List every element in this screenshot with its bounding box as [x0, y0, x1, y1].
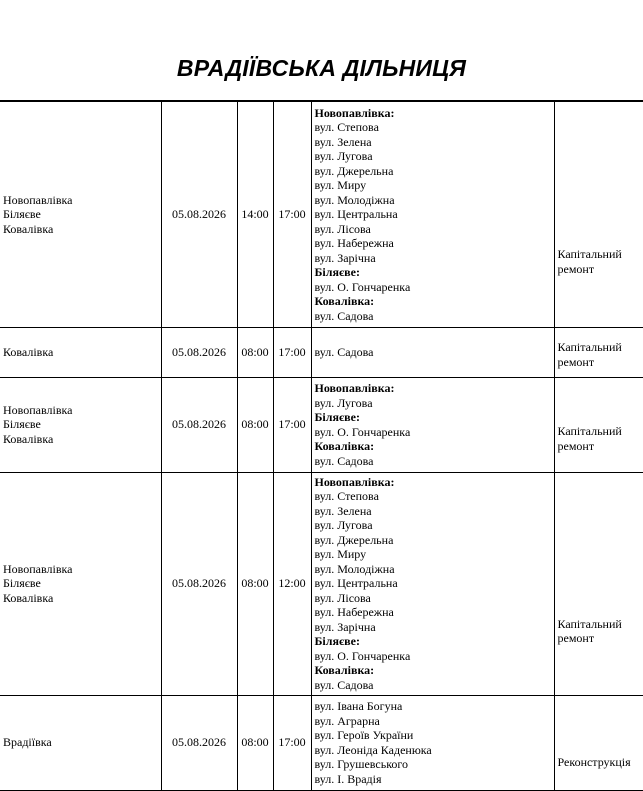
street-name: вул. Лугова [314, 149, 373, 163]
page-title: ВРАДІЇВСЬКА ДІЛЬНИЦЯ [176, 55, 467, 81]
street-name: вул. Леоніда Каденюка [314, 742, 432, 757]
table-row [0, 377, 643, 472]
street-name: вул. Центральна [314, 207, 398, 221]
settlement-name: Новопавлівка [3, 561, 73, 576]
area-label: Біляєве: [314, 634, 360, 649]
end-time-cell: 17:00 [273, 327, 311, 377]
street-name: вул. Набережна [314, 605, 394, 620]
street-name: вул. Зарічна [314, 250, 376, 265]
settlement-name: Ковалівка [3, 221, 54, 236]
date-cell: 05.08.2026 [161, 377, 237, 472]
street-name: вул. Джерельна [314, 163, 394, 178]
street-name: вул. О. Гончаренка [314, 648, 411, 663]
work-type-cell: Капітальний ремонт [554, 472, 643, 695]
settlement-name: Біляєве [3, 417, 41, 432]
street-name: вул. Садова [314, 453, 374, 468]
street-name: вул. О. Гончаренка [314, 279, 411, 294]
street-name: вул. О. Гончаренка [314, 424, 411, 439]
start-time-cell: 08:00 [237, 695, 273, 790]
street-name: вул. Садова [314, 677, 374, 692]
street-name: вул. Грушевського [314, 757, 409, 771]
area-label: Новопавлівка: [314, 474, 395, 489]
street-name: вул. Лугова [314, 395, 373, 410]
date-cell: 05.08.2026 [161, 695, 237, 790]
settlement-name: Ковалівка [3, 590, 54, 605]
street-name: вул. Лісова [314, 590, 371, 605]
streets-cell [311, 377, 554, 472]
area-label: Новопавлівка: [314, 105, 395, 120]
work-type-cell: Реконструкція [554, 695, 643, 790]
work-type-cell: Капітальний ремонт [554, 327, 643, 377]
street-name: вул. Зелена [314, 134, 372, 149]
table-row [0, 695, 643, 790]
settlement-name: Врадіївка [3, 735, 52, 750]
date-cell: 05.08.2026 [161, 101, 237, 327]
start-time-cell: 08:00 [237, 377, 273, 472]
street-name: вул. Джерельна [314, 532, 394, 547]
settlements-cell [0, 377, 161, 472]
street-name: вул. Лугова [314, 518, 373, 533]
street-name: вул. Героїв України [314, 728, 414, 742]
area-label: Біляєве: [314, 410, 360, 424]
settlement-name: Ковалівка [3, 431, 54, 446]
streets-cell [311, 695, 554, 790]
settlements-cell [0, 472, 161, 695]
streets-cell [311, 327, 554, 377]
table-row [0, 101, 643, 327]
street-name: вул. Центральна [314, 576, 398, 591]
start-time-cell: 14:00 [237, 101, 273, 327]
street-name: вул. Набережна [314, 236, 394, 250]
outage-schedule-table [0, 100, 643, 791]
table-row [0, 472, 643, 695]
end-time-cell: 17:00 [273, 377, 311, 472]
street-name: вул. І. Врадія [314, 771, 382, 786]
settlement-name: Новопавлівка [3, 402, 73, 417]
area-label: Новопавлівка: [314, 381, 395, 395]
end-time-cell: 12:00 [273, 472, 311, 695]
street-name: вул. Аграрна [314, 713, 380, 728]
area-label: Біляєве: [314, 265, 360, 279]
streets-cell [311, 101, 554, 327]
start-time-cell: 08:00 [237, 327, 273, 377]
street-name: вул. Івана Богуна [314, 699, 403, 713]
street-name: вул. Миру [314, 178, 367, 192]
settlements-cell [0, 101, 161, 327]
date-cell: 05.08.2026 [161, 327, 237, 377]
street-name: вул. Садова [314, 308, 374, 323]
work-type-cell: Капітальний ремонт [554, 377, 643, 472]
street-name: вул. Зелена [314, 503, 372, 518]
street-name: вул. Зарічна [314, 619, 376, 634]
date-cell: 05.08.2026 [161, 472, 237, 695]
street-name: вул. Миру [314, 547, 367, 562]
street-name: вул. Лісова [314, 221, 371, 236]
settlement-name: Новопавлівка [3, 192, 73, 207]
area-label: Ковалівка: [314, 439, 375, 453]
end-time-cell: 17:00 [273, 101, 311, 327]
street-name: вул. Молодіжна [314, 561, 395, 576]
settlements-cell [0, 695, 161, 790]
settlement-name: Біляєве [3, 576, 41, 591]
street-name: вул. Молодіжна [314, 192, 395, 207]
street-name: вул. Степова [314, 489, 379, 504]
streets-cell [311, 472, 554, 695]
start-time-cell: 08:00 [237, 472, 273, 695]
street-name: вул. Степова [314, 120, 379, 134]
settlement-name: Біляєве [3, 207, 41, 221]
work-type-cell: Капітальний ремонт [554, 101, 643, 327]
area-label: Ковалівка: [314, 294, 375, 308]
settlement-name: Ковалівка [3, 344, 54, 359]
area-label: Ковалівка: [314, 663, 375, 678]
end-time-cell: 17:00 [273, 695, 311, 790]
street-name: вул. Садова [314, 344, 374, 359]
table-row [0, 327, 643, 377]
settlements-cell [0, 327, 161, 377]
